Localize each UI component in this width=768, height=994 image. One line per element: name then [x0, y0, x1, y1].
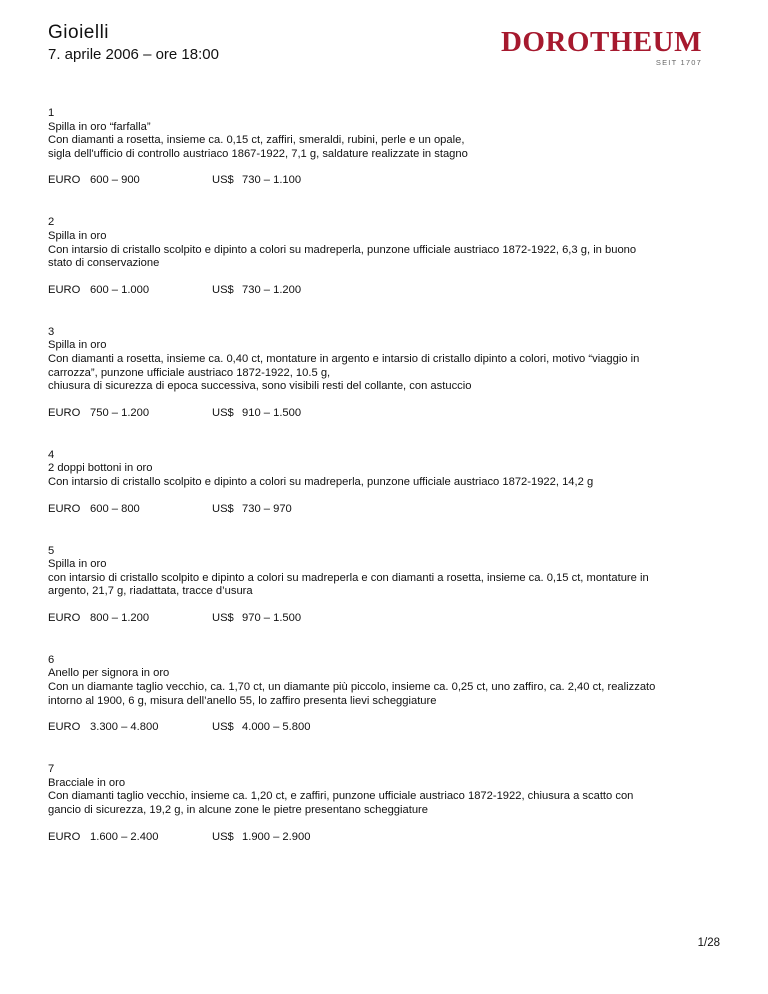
- usd-label: US$: [212, 502, 234, 515]
- lot-detail-line: Con diamanti a rosetta, insieme ca. 0,40 ct, montature in argento e intarsio di cristallo dipinto a colori, motivo “viaggio in: [48, 352, 640, 365]
- lot-detail-line: sigla dell'ufficio di controllo austriaco 1867-1922, 7,1 g, saldature realizzate in stagno: [48, 147, 468, 160]
- lot-detail-line: Con diamanti a rosetta, insieme ca. 0,15 ct, zaffiri, smeraldi, rubini, perle e un opale,: [48, 134, 465, 147]
- usd-estimate: 730 – 1.100: [242, 174, 302, 187]
- lot-description: [48, 763, 720, 817]
- lot-number: 2: [48, 216, 55, 229]
- page-number: 1/28: [697, 937, 720, 949]
- price-estimate: [48, 502, 720, 516]
- lot-number: 5: [48, 544, 55, 557]
- usd-estimate: 730 – 1.200: [242, 283, 302, 296]
- lot-detail-line: Con un diamante taglio vecchio, ca. 1,70 ct, un diamante più piccolo, insieme ca. 0,25 ct, uno zaffiro, ca. 2,40 ct, realizzato: [48, 681, 656, 694]
- lot-item: [48, 545, 720, 625]
- euro-label: EURO: [48, 721, 81, 734]
- lot-number: 1: [48, 107, 55, 119]
- lot-description: [48, 654, 720, 708]
- lot-title: Bracciale in oro: [48, 776, 126, 789]
- euro-label: EURO: [48, 611, 81, 624]
- price-estimate: [48, 406, 720, 420]
- lot-detail-line: con intarsio di cristallo scolpito e dipinto a colori su madreperla e con diamanti a rosetta, insieme ca. 0,15 ct, montature in: [48, 571, 649, 584]
- lot-title: Spilla in oro: [48, 558, 107, 571]
- usd-estimate: 4.000 – 5.800: [242, 721, 311, 734]
- lot-spacer: [48, 420, 720, 449]
- lot-number: 4: [48, 448, 55, 461]
- usd-label: US$: [212, 283, 234, 296]
- lot-spacer: [48, 734, 720, 763]
- lot-description: [48, 107, 720, 161]
- usd-label: US$: [212, 830, 234, 843]
- lot-title: Spilla in oro “farfalla”: [48, 120, 151, 133]
- lot-description: [48, 449, 720, 490]
- auction-date: 7. aprile 2006 – ore 18:00: [48, 46, 219, 63]
- lot-number: 6: [48, 653, 55, 666]
- price-estimate: [48, 830, 720, 844]
- lot-item: [48, 216, 720, 296]
- lot-detail-line: Con intarsio di cristallo scolpito e dipinto a colori su madreperla, punzone ufficiale austriaco 1872-1922, 14,2 g: [48, 475, 594, 488]
- euro-estimate: 3.300 – 4.800: [90, 721, 159, 734]
- usd-estimate: 970 – 1.500: [242, 611, 302, 624]
- usd-label: US$: [212, 174, 234, 187]
- lot-detail-line: carrozza”, punzone ufficiale austriaco 1872-1922, 10.5 g,: [48, 366, 331, 379]
- usd-label: US$: [212, 721, 234, 734]
- lot-list: [48, 107, 720, 844]
- price-estimate: [48, 173, 720, 187]
- lot-item: [48, 107, 720, 187]
- price-estimate: [48, 283, 720, 297]
- lot-detail-line: Con intarsio di cristallo scolpito e dipinto a colori su madreperla, punzone ufficiale austriaco 1872-1922, 6,3 g, in buono: [48, 243, 637, 256]
- lot-spacer: [48, 297, 720, 326]
- euro-label: EURO: [48, 502, 81, 515]
- dorotheum-logo: [486, 26, 702, 68]
- lot-detail-line: stato di conservazione: [48, 257, 160, 270]
- price-estimate: [48, 611, 720, 625]
- euro-estimate: 600 – 800: [90, 502, 140, 515]
- lot-description: [48, 216, 720, 270]
- lot-detail-line: chiusura di sicurezza di epoca successiva, sono visibili resti del collante, con astuccio: [48, 380, 472, 393]
- lot-detail-line: Con diamanti taglio vecchio, insieme ca. 1,20 ct, e zaffiri, punzone ufficiale austriaco 1872-1922, chiusura a scatto con: [48, 790, 634, 803]
- usd-label: US$: [212, 406, 234, 419]
- usd-estimate: 1.900 – 2.900: [242, 830, 311, 843]
- page-title: Gioielli: [48, 22, 110, 43]
- lot-title: Spilla in oro: [48, 339, 107, 352]
- lot-detail-line: argento, 21,7 g, riadattata, tracce d’usura: [48, 585, 253, 598]
- logo-wordmark: DOROTHEUM: [500, 26, 702, 58]
- lot-detail-line: intorno al 1900, 6 g, misura dell’anello 55, lo zaffiro presenta lievi scheggiature: [48, 694, 437, 707]
- euro-label: EURO: [48, 283, 81, 296]
- lot-number: 3: [48, 325, 55, 338]
- euro-estimate: 800 – 1.200: [90, 611, 150, 624]
- lot-title: Anello per signora in oro: [48, 667, 170, 680]
- lot-spacer: [48, 625, 720, 654]
- euro-estimate: 1.600 – 2.400: [90, 830, 159, 843]
- logo-tagline: SEIT 1707: [655, 58, 702, 67]
- lot-item: [48, 654, 720, 734]
- euro-estimate: 750 – 1.200: [90, 406, 150, 419]
- lot-item: [48, 449, 720, 516]
- lot-spacer: [48, 187, 720, 216]
- lot-item: [48, 763, 720, 843]
- usd-label: US$: [212, 611, 234, 624]
- price-estimate: [48, 720, 720, 734]
- lot-title: 2 doppi bottoni in oro: [48, 462, 153, 475]
- lot-description: [48, 326, 720, 394]
- lot-spacer: [48, 516, 720, 545]
- euro-label: EURO: [48, 174, 81, 187]
- lot-number: 7: [48, 763, 55, 776]
- lot-title: Spilla in oro: [48, 229, 107, 242]
- euro-label: EURO: [48, 406, 81, 419]
- euro-estimate: 600 – 1.000: [90, 283, 150, 296]
- lot-detail-line: gancio di sicurezza, 19,2 g, in alcune zone le pietre presentano scheggiature: [48, 804, 428, 817]
- lot-item: [48, 326, 720, 420]
- euro-estimate: 600 – 900: [90, 174, 140, 187]
- usd-estimate: 910 – 1.500: [242, 406, 302, 419]
- euro-label: EURO: [48, 830, 81, 843]
- usd-estimate: 730 – 970: [242, 502, 292, 515]
- lot-description: [48, 545, 720, 599]
